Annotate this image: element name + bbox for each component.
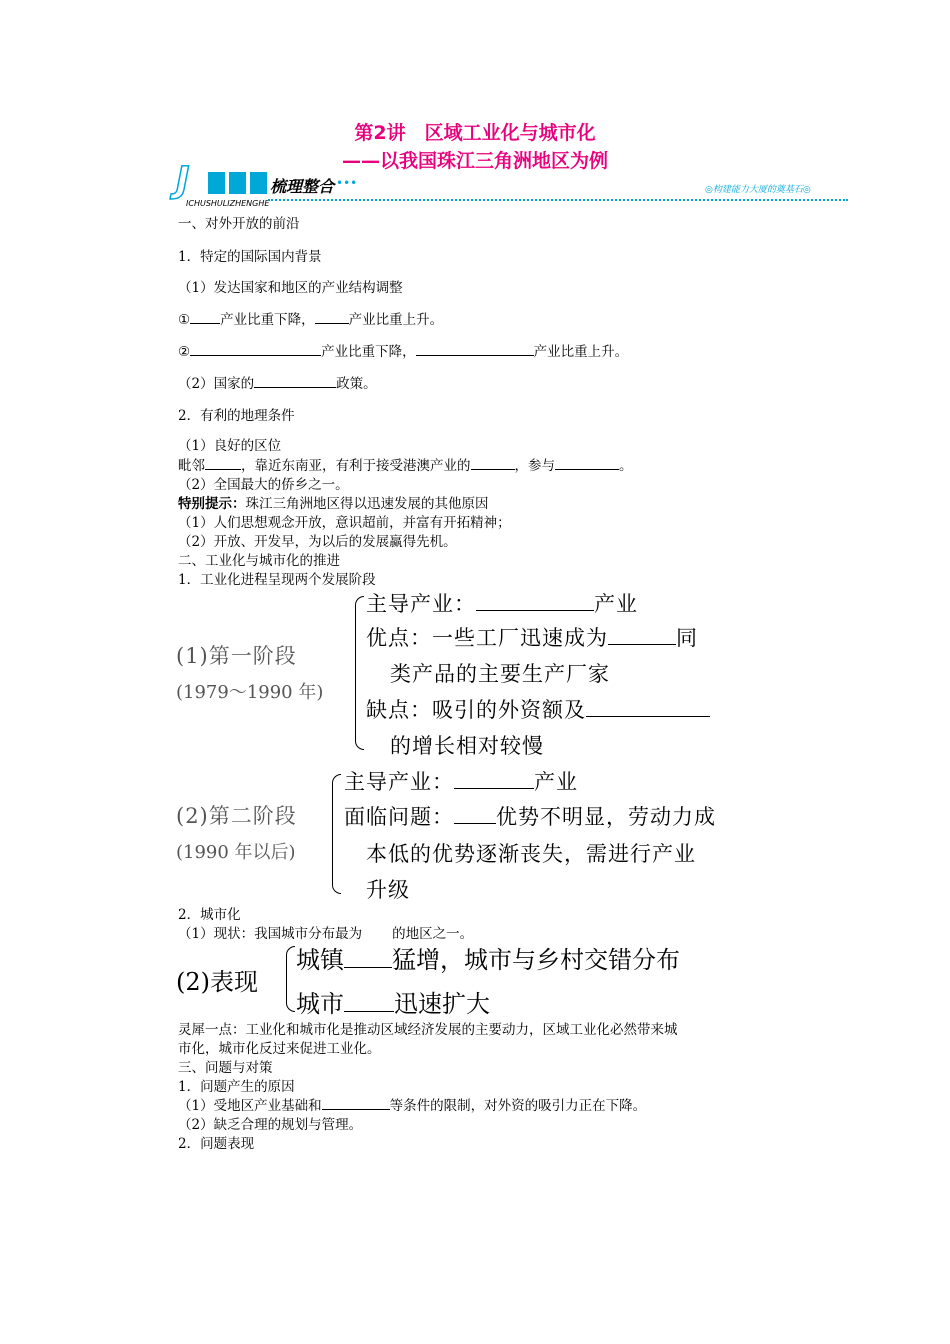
blank (344, 946, 392, 968)
stage2-row3: 本低的优势逐渐丧失，需进行产业 (366, 842, 696, 866)
text: 产业比重下降， (321, 344, 416, 360)
text: 优势不明显，劳动力成 (496, 805, 716, 829)
text: 面临问题： (344, 805, 454, 829)
stage2-row2 (344, 801, 716, 831)
stage2-row1 (344, 766, 578, 796)
text: 的地区之一。 (392, 926, 474, 942)
blank (608, 626, 676, 645)
circled-1: ① (178, 312, 191, 328)
blank (190, 309, 220, 324)
stage1-row5: 的增长相对较慢 (390, 734, 544, 758)
blank (190, 341, 321, 356)
text: 同 (676, 626, 698, 650)
tip-label: 特别提示： (178, 496, 246, 512)
tip-2: （2）开放、开发早，为以后的发展赢得先机。 (178, 534, 457, 550)
blank (454, 770, 534, 789)
s1-p2b: （2）全国最大的侨乡之一。 (178, 477, 349, 493)
brace (286, 946, 295, 1012)
text: 缺点：吸引的外资额及 (366, 698, 586, 722)
stage1-label: (1)第一阶段 (176, 644, 297, 668)
banner-pinyin: ICHUSHULIZHENGHE (186, 199, 270, 208)
show-label: (2)表现 (176, 968, 258, 996)
banner-blocks (208, 172, 268, 194)
banner-dots: ••• (336, 176, 358, 190)
text: 。 (619, 458, 633, 474)
stage1-years: (1979～1990 年) (176, 682, 324, 703)
text: 产业 (594, 592, 638, 616)
note-line1: 灵犀一点：工业化和城市化是推动区域经济发展的主要动力，区域工业化必然带来城 (178, 1022, 678, 1038)
stage1-row2 (366, 622, 698, 652)
stage1-row4 (366, 694, 710, 724)
s1-line2 (178, 340, 628, 360)
blank (454, 805, 496, 824)
s2-p2a (178, 922, 473, 942)
text: 产业比重上升。 (533, 344, 629, 360)
text: 猛增，城市与乡村交错分布 (392, 946, 680, 974)
doc-title: 第2讲 区域工业化与城市化 (354, 122, 596, 144)
s3-p1a (178, 1094, 646, 1114)
blank (344, 990, 394, 1012)
banner-label: 梳理整合 (270, 177, 335, 196)
text: 主导产业： (366, 592, 476, 616)
s2-p2: 2．城市化 (178, 907, 241, 923)
s1-p1: 1．特定的国际国内背景 (178, 249, 322, 265)
tip-line (178, 492, 489, 512)
show-row1 (296, 940, 680, 975)
s1-line3 (178, 372, 377, 392)
text: ，靠近东南亚，有利于接受港澳产业的 (241, 458, 471, 474)
text: 等条件的限制，对外资的吸引力正在下降。 (389, 1098, 647, 1114)
blank (416, 341, 534, 356)
s3-p1: 1．问题产生的原因 (178, 1079, 295, 1095)
stage2-label: (2)第二阶段 (176, 804, 297, 828)
blank (205, 455, 241, 470)
text: 产业比重上升。 (348, 312, 444, 328)
banner-letter: J (176, 160, 190, 201)
brace (355, 596, 364, 750)
circled-2: ② (178, 344, 191, 360)
note-line2: 市化，城市化反过来促进工业化。 (178, 1041, 381, 1057)
text: 毗邻 (178, 458, 205, 474)
text: ，参与 (514, 458, 555, 474)
s1-line1 (178, 308, 443, 328)
text: 优点：一些工厂迅速成为 (366, 626, 608, 650)
stage1-row3: 类产品的主要生产厂家 (390, 662, 610, 686)
s1-p2: 2．有利的地理条件 (178, 408, 295, 424)
s1-line4 (178, 454, 633, 474)
text: 政策。 (336, 376, 377, 392)
blank (555, 455, 619, 470)
blank (471, 455, 515, 470)
text: 产业比重下降， (220, 312, 315, 328)
blank (322, 1095, 390, 1110)
tip-1: （1）人们思想观念开放，意识超前，并富有开拓精神； (178, 515, 511, 531)
s1-heading: 一、对外开放的前沿 (178, 216, 300, 232)
stage1-row1 (366, 588, 638, 618)
show-row2 (296, 984, 490, 1019)
s1-p1a: （1）发达国家和地区的产业结构调整 (178, 280, 403, 296)
s3-p2: 2．问题表现 (178, 1136, 255, 1152)
s2-p1: 1．工业化进程呈现两个发展阶段 (178, 572, 376, 588)
banner-rule (268, 199, 848, 201)
blank (254, 373, 336, 388)
text: 主导产业： (344, 770, 454, 794)
brace (332, 774, 341, 894)
doc-subtitle: ——以我国珠江三角洲地区为例 (341, 150, 608, 172)
text: 产业 (534, 770, 578, 794)
s2-heading: 二、工业化与城市化的推进 (178, 553, 340, 569)
s3-p1b: （2）缺乏合理的规划与管理。 (178, 1117, 363, 1133)
text: 迅速扩大 (394, 990, 490, 1018)
stage2-row4: 升级 (366, 878, 410, 902)
text: 城镇 (296, 946, 344, 974)
blank (315, 309, 349, 324)
stage2-years: (1990 年以后) (176, 842, 296, 863)
text: （1）现状：我国城市分布最为 (178, 926, 363, 942)
s3-heading: 三、问题与对策 (178, 1060, 273, 1076)
text: （1）受地区产业基础和 (178, 1098, 322, 1114)
s1-p2a: （1）良好的区位 (178, 438, 282, 454)
text: 珠江三角洲地区得以迅速发展的其他原因 (245, 496, 489, 512)
banner-slogan: ◎构建能力大厦的奠基石◎ (705, 185, 811, 195)
text: （2）国家的 (178, 376, 255, 392)
text: 城市 (296, 990, 344, 1018)
blank (586, 698, 710, 717)
blank (476, 592, 594, 611)
